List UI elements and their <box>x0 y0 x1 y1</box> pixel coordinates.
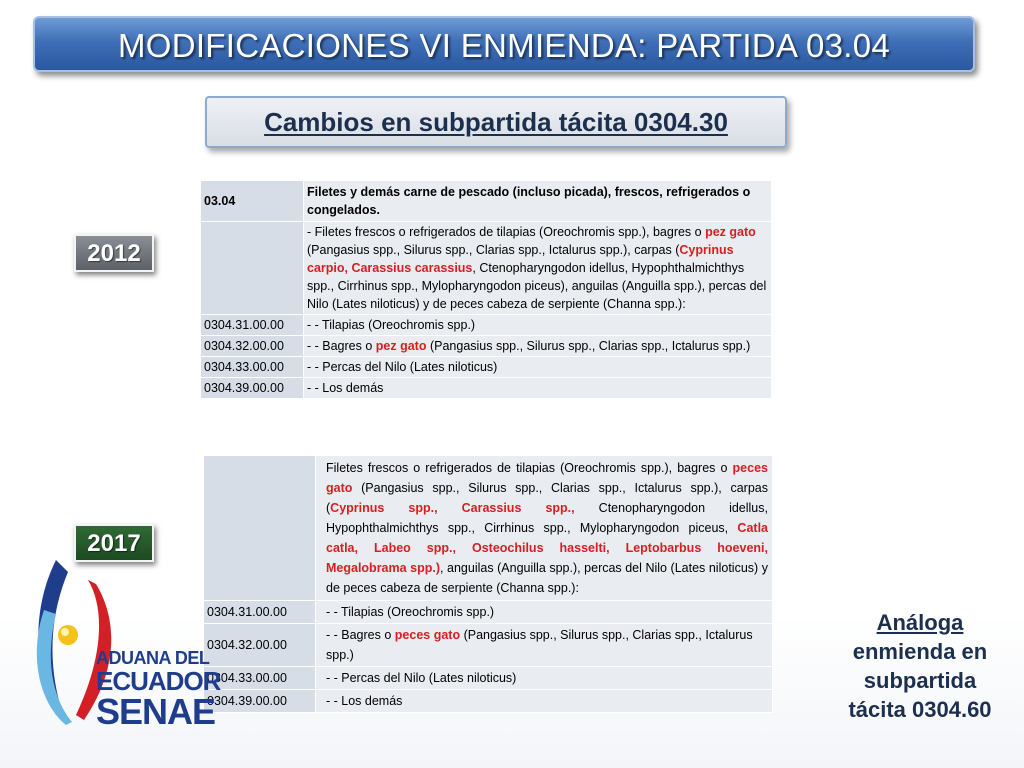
note-line: tácita 0304.60 <box>848 697 992 722</box>
tariff-code: 0304.33.00.00 <box>201 357 304 378</box>
tariff-code: 0304.33.00.00 <box>204 667 316 690</box>
tariff-description: - - Los demás <box>316 690 773 713</box>
tariff-description: - - Tilapias (Oreochromis spp.) <box>316 601 773 624</box>
tariff-code <box>201 222 304 315</box>
tariff-description: Filetes y demás carne de pescado (incluso picada), frescos, refrigerados o congelados. <box>304 181 772 222</box>
table-row <box>204 456 773 601</box>
tariff-description: - - Percas del Nilo (Lates niloticus) <box>316 667 773 690</box>
slide-subtitle: Cambios en subpartida tácita 0304.30 <box>205 96 787 148</box>
table-row <box>201 357 772 378</box>
tariff-code <box>204 456 316 601</box>
aduana-logo-text: ADUANA DEL ECUADOR SENAE <box>96 648 221 732</box>
tariff-code: 0304.31.00.00 <box>204 601 316 624</box>
tariff-code: 0304.39.00.00 <box>204 690 316 713</box>
note-line: Análoga <box>876 610 964 635</box>
year-badge-2017: 2017 <box>74 524 154 562</box>
tariff-description: - - Los demás <box>304 378 772 399</box>
tariff-code: 0304.32.00.00 <box>204 624 316 667</box>
tariff-description: - - Tilapias (Oreochromis spp.) <box>304 315 772 336</box>
table-row <box>201 336 772 357</box>
tariff-table-2012 <box>200 180 772 399</box>
year-badge-2012: 2012 <box>74 234 154 272</box>
tariff-description: - - Percas del Nilo (Lates niloticus) <box>304 357 772 378</box>
tariff-code: 0304.32.00.00 <box>201 336 304 357</box>
table-row <box>201 378 772 399</box>
slide-title: MODIFICACIONES VI ENMIENDA: PARTIDA 03.04 <box>33 16 975 72</box>
table-row <box>204 667 773 690</box>
tariff-code: 0304.39.00.00 <box>201 378 304 399</box>
tariff-code: 03.04 <box>201 181 304 222</box>
tariff-code: 0304.31.00.00 <box>201 315 304 336</box>
table-row <box>204 601 773 624</box>
tariff-description: - - Bagres o pez gato (Pangasius spp., Silurus spp., Clarias spp., Ictalurus spp.) <box>304 336 772 357</box>
tariff-description: - - Bagres o peces gato (Pangasius spp., Silurus spp., Clarias spp., Ictalurus spp.) <box>316 624 773 667</box>
tariff-description: Filetes frescos o refrigerados de tilapias (Oreochromis spp.), bagres o peces gato (Pangasius spp., Silurus spp., Clarias spp., Ictalurus spp.), carpas (Cyprinus spp., Carassius spp., Ctenopharyngodon idellus, Hypophthalmichthys spp., Cirrhinus spp., Mylopharyngodon piceus, Catla catla, Labeo spp., Osteochilus hasselti, Leptobarbus hoeveni, Megalobrama spp.), anguilas (Anguilla spp.), percas del Nilo (Lates niloticus) y de peces cabeza de serpiente (Channa spp.): <box>316 456 773 601</box>
table-row <box>201 181 772 222</box>
table-row <box>201 315 772 336</box>
table-row <box>204 690 773 713</box>
tariff-table-2017 <box>203 455 773 713</box>
analogous-amendment-note <box>820 608 1020 724</box>
tariff-description: - Filetes frescos o refrigerados de tilapias (Oreochromis spp.), bagres o pez gato (Pangasius spp., Silurus spp., Clarias spp., Ictalurus spp.), carpas (Cyprinus carpio, Carassius carassius, Ctenopharyngodon idellus, Hypophthalmichthys spp., Cirrhinus spp., Mylopharyngodon piceus), anguilas (Anguilla spp.), percas del Nilo (Lates niloticus) y de peces cabeza de serpiente (Channa spp.): <box>304 222 772 315</box>
note-line: subpartida <box>863 668 977 693</box>
table-row <box>204 624 773 667</box>
table-row <box>201 222 772 315</box>
note-line: enmienda en <box>852 639 988 664</box>
